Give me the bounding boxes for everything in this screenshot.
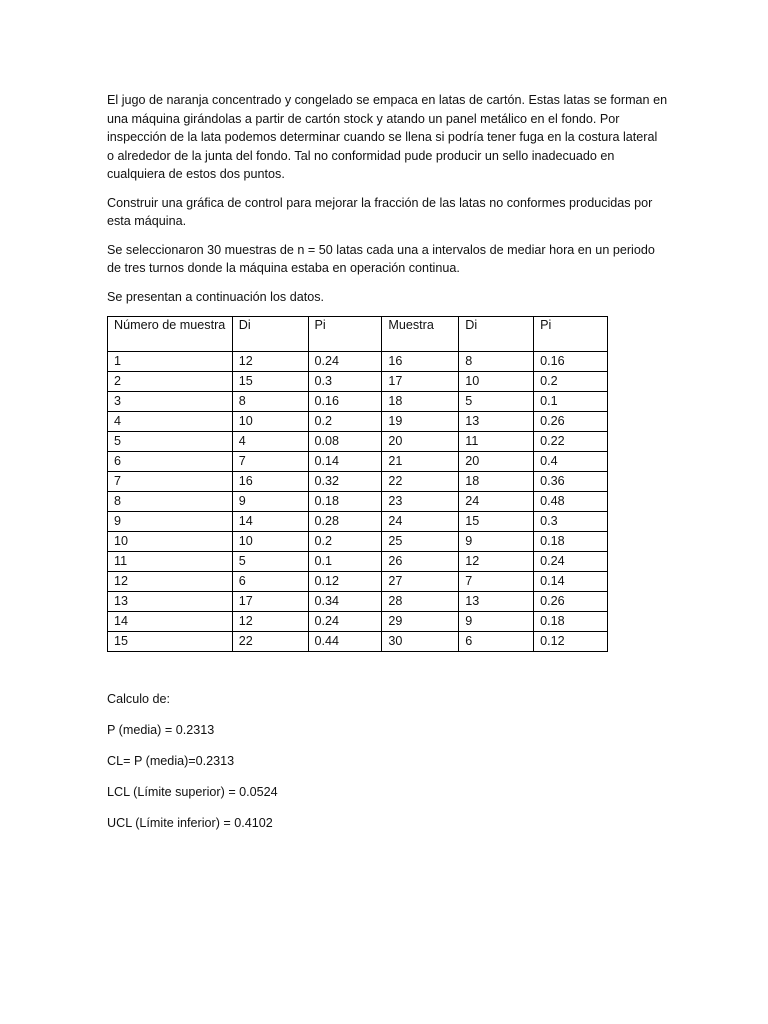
- table-cell: 0.14: [308, 452, 382, 472]
- table-cell: 13: [459, 412, 534, 432]
- table-cell: 23: [382, 492, 459, 512]
- table-cell: 17: [232, 592, 308, 612]
- table-row: [108, 612, 608, 632]
- table-cell: 7: [459, 572, 534, 592]
- table-row: [108, 452, 608, 472]
- table-cell: 0.36: [534, 472, 608, 492]
- table-cell: 10: [108, 532, 233, 552]
- table-cell: 3: [108, 392, 233, 412]
- table-cell: 9: [459, 612, 534, 632]
- table-cell: 0.44: [308, 632, 382, 652]
- paragraph: [107, 194, 667, 231]
- table-cell: 0.18: [308, 492, 382, 512]
- table-cell: 1: [108, 352, 233, 372]
- paragraph-line: una máquina girándolas a partir de cartón stock y atando un panel metálico en el fondo. Por: [107, 111, 620, 126]
- table-cell: 22: [382, 472, 459, 492]
- paragraph-line: esta máquina.: [107, 214, 187, 228]
- paragraph-line: de tres turnos donde la máquina estaba en operación continua.: [107, 261, 460, 275]
- paragraph-line: inspección de la lata podemos determinar cuando se llena si podría tener fuga en la costura lateral: [107, 130, 658, 144]
- table-cell: 12: [232, 352, 308, 372]
- table-cell: 24: [459, 492, 534, 512]
- calculation-line: LCL (Límite superior) = 0.0524: [107, 785, 278, 799]
- table-cell: 13: [459, 592, 534, 612]
- table-cell: 20: [459, 452, 534, 472]
- table-row: [108, 372, 608, 392]
- table-cell: 4: [232, 432, 308, 452]
- table-header-cell: Pi: [308, 317, 382, 352]
- table-row: [108, 532, 608, 552]
- calculation-line: CL= P (media)=0.2313: [107, 754, 235, 768]
- table-cell: 0.2: [308, 532, 382, 552]
- table-cell: 0.24: [308, 352, 382, 372]
- table-cell: 19: [382, 412, 459, 432]
- table-cell: 4: [108, 412, 233, 432]
- paragraph-line: Se presentan a continuación los datos.: [107, 289, 325, 304]
- table-cell: 0.24: [308, 612, 382, 632]
- table-cell: 5: [108, 432, 233, 452]
- calculation-line: UCL (Límite inferior) = 0.4102: [107, 816, 273, 830]
- table-row: [108, 432, 608, 452]
- table-cell: 28: [382, 592, 459, 612]
- table-cell: 0.3: [534, 512, 608, 532]
- table-cell: 10: [232, 532, 308, 552]
- table-cell: 0.18: [534, 612, 608, 632]
- table-cell: 25: [382, 532, 459, 552]
- table-cell: 5: [459, 392, 534, 412]
- table-cell: 13: [108, 592, 233, 612]
- table-header-row: [108, 317, 608, 352]
- table-cell: 0.3: [308, 372, 382, 392]
- table-cell: 26: [382, 552, 459, 572]
- table-cell: 9: [232, 492, 308, 512]
- table-row: [108, 512, 608, 532]
- data-table-body: [108, 317, 608, 652]
- paragraph: [107, 91, 667, 184]
- table-cell: 29: [382, 612, 459, 632]
- table-row: [108, 412, 608, 432]
- table-cell: 15: [232, 372, 308, 392]
- table-cell: 0.34: [308, 592, 382, 612]
- table-cell: 24: [382, 512, 459, 532]
- paragraph-line: El jugo de naranja concentrado y congelado se empaca en latas de cartón. Estas latas se forman en: [107, 93, 668, 107]
- paragraph-line: Se seleccionaron 30 muestras de n = 50 latas cada una a intervalos de mediar hora en un periodo: [107, 242, 655, 257]
- table-cell: 14: [108, 612, 233, 632]
- table-cell: 8: [108, 492, 233, 512]
- table-cell: 10: [459, 372, 534, 392]
- table-cell: 0.24: [534, 552, 608, 572]
- table-cell: 2: [108, 372, 233, 392]
- table-cell: 0.2: [308, 412, 382, 432]
- table-cell: 7: [232, 452, 308, 472]
- table-cell: 14: [232, 512, 308, 532]
- table-cell: 6: [232, 572, 308, 592]
- table-cell: 8: [232, 392, 308, 412]
- table-row: [108, 352, 608, 372]
- table-cell: 0.26: [534, 592, 608, 612]
- table-cell: 30: [382, 632, 459, 652]
- document-page: [107, 91, 667, 845]
- table-cell: 7: [108, 472, 233, 492]
- table-cell: 5: [232, 552, 308, 572]
- paragraph: [107, 288, 667, 307]
- table-cell: 0.32: [308, 472, 382, 492]
- table-cell: 0.12: [534, 632, 608, 652]
- calculation-line: Calculo de:: [107, 692, 171, 706]
- table-row: [108, 572, 608, 592]
- table-header-cell: Número de muestra: [108, 317, 233, 352]
- table-cell: 0.08: [308, 432, 382, 452]
- table-cell: 6: [108, 452, 233, 472]
- table-cell: 0.12: [308, 572, 382, 592]
- calculation-line: P (media) = 0.2313: [107, 723, 215, 737]
- table-cell: 0.1: [308, 552, 382, 572]
- table-header-cell: Pi: [534, 317, 608, 352]
- table-cell: 15: [459, 512, 534, 532]
- data-table: [107, 316, 608, 652]
- table-cell: 12: [232, 612, 308, 632]
- table-row: [108, 632, 608, 652]
- table-cell: 6: [459, 632, 534, 652]
- table-cell: 21: [382, 452, 459, 472]
- table-cell: 0.4: [534, 452, 608, 472]
- table-cell: 0.18: [534, 532, 608, 552]
- table-cell: 11: [459, 432, 534, 452]
- table-cell: 8: [459, 352, 534, 372]
- paragraph-line: cualquiera de estos dos puntos.: [107, 167, 285, 181]
- table-cell: 20: [382, 432, 459, 452]
- table-cell: 18: [382, 392, 459, 412]
- table-cell: 27: [382, 572, 459, 592]
- intro-paragraphs: [107, 91, 667, 306]
- table-cell: 18: [459, 472, 534, 492]
- table-cell: 22: [232, 632, 308, 652]
- calculation-block: [107, 690, 667, 835]
- table-header-cell: Di: [459, 317, 534, 352]
- table-cell: 0.26: [534, 412, 608, 432]
- table-cell: 0.16: [308, 392, 382, 412]
- table-cell: 10: [232, 412, 308, 432]
- table-cell: 16: [232, 472, 308, 492]
- paragraph: [107, 241, 667, 278]
- table-header-cell: Di: [232, 317, 308, 352]
- paragraph-line: Construir una gráfica de control para mejorar la fracción de las latas no conformes producidas por: [107, 195, 653, 210]
- table-row: [108, 592, 608, 612]
- table-cell: 9: [108, 512, 233, 532]
- table-cell: 16: [382, 352, 459, 372]
- table-cell: 9: [459, 532, 534, 552]
- table-row: [108, 552, 608, 572]
- table-cell: 12: [459, 552, 534, 572]
- table-row: [108, 472, 608, 492]
- table-cell: 0.28: [308, 512, 382, 532]
- paragraph-line: o alrededor de la junta del fondo. Tal no conformidad pude producir un sello inadecuado en: [107, 148, 615, 163]
- table-cell: 0.14: [534, 572, 608, 592]
- table-header-cell: Muestra: [382, 317, 459, 352]
- table-row: [108, 392, 608, 412]
- table-cell: 0.1: [534, 392, 608, 412]
- table-cell: 11: [108, 552, 233, 572]
- table-cell: 0.48: [534, 492, 608, 512]
- table-cell: 12: [108, 572, 233, 592]
- table-cell: 15: [108, 632, 233, 652]
- table-cell: 0.22: [534, 432, 608, 452]
- table-cell: 17: [382, 372, 459, 392]
- table-cell: 0.16: [534, 352, 608, 372]
- table-cell: 0.2: [534, 372, 608, 392]
- table-row: [108, 492, 608, 512]
